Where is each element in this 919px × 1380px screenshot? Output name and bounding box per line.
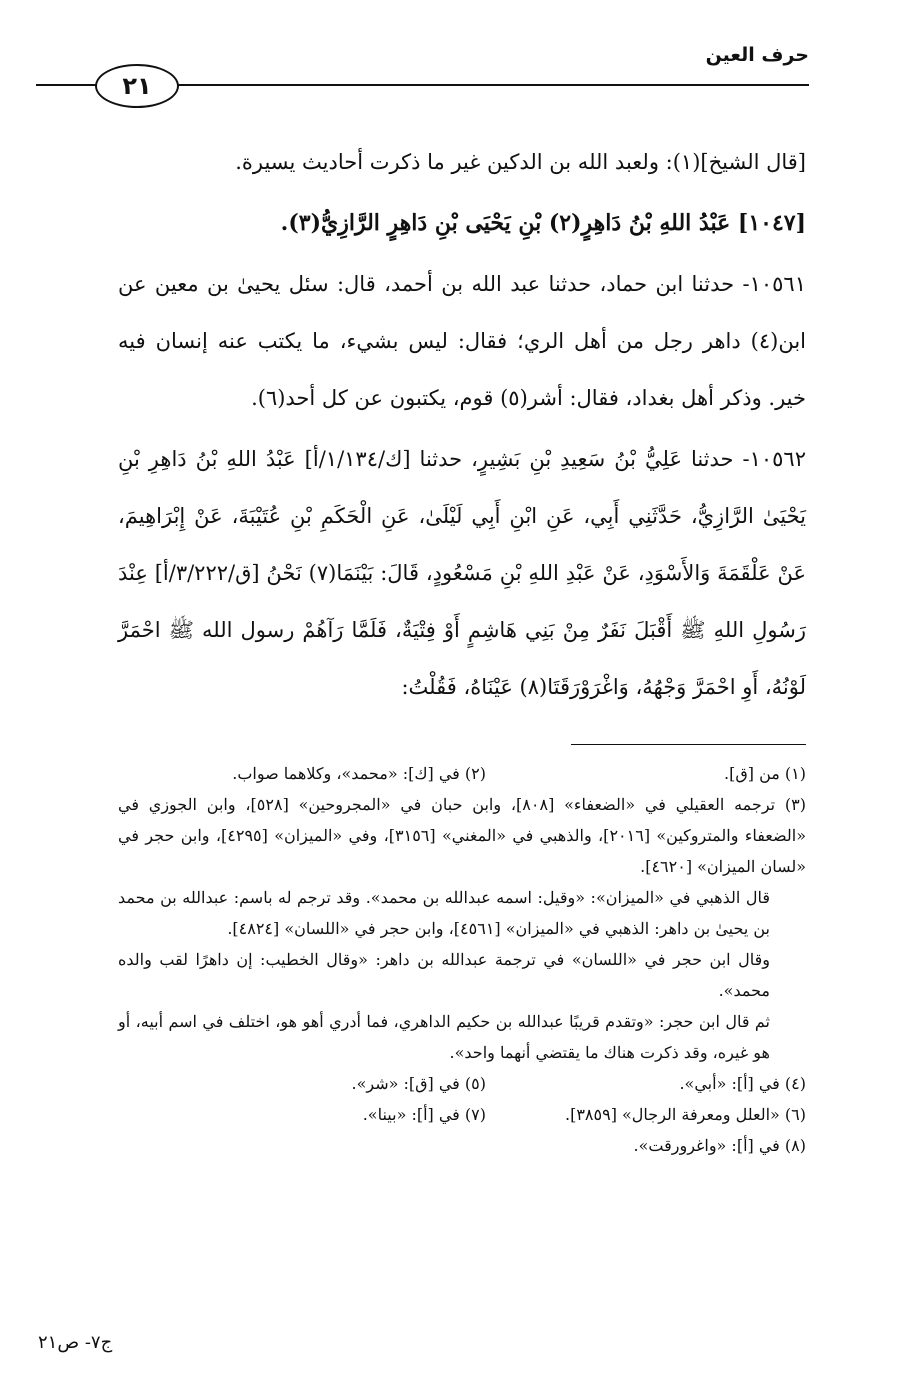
page-number: ٢١ [95,64,179,108]
footnote-1: (١) من [ق]. [724,764,806,783]
footnote-8: (٨) في [أ]: «واغرورقت». [633,1136,806,1155]
entry-title: [١٠٤٧] عَبْدُ اللهِ بْنُ دَاهِرٍ(٢) بْنِ يَحْيَى بْنِ دَاهِرٍ الرَّازِيُّ(٣). [280,210,806,236]
footnote-row [118,1099,806,1130]
main-text [118,134,806,716]
volume-page-reference: ج٧- ص٢١ [38,1332,113,1353]
footnote-row [118,1068,806,1099]
hadith-10562: ١٠٥٦٢- حدثنا عَلِيُّ بْنُ سَعِيدِ بْنِ بَشِيرٍ، حدثنا [ك/١/١٣٤/أ] عَبْدُ اللهِ بْنُ دَاهِرِ بْنِ يَحْيَىٰ الرَّازِيُّ، حَدَّثَنِي أَبِي، عَنِ ابْنِ أَبِي لَيْلَىٰ، عَنِ الْحَكَمِ بْنِ عُتَيْبَةَ، عَنْ إِبْرَاهِيمَ، عَنْ عَلْقَمَةَ وَالأَسْوَدِ، عَنْ عَبْدِ اللهِ بْنِ مَسْعُودٍ، قَالَ: بَيْنَمَا(٧) نَحْنُ [ق/٣/٢٢٢/أ] عِنْدَ رَسُولِ اللهِ ﷺ أَقْبَلَ نَفَرٌ مِنْ بَنِي هَاشِمٍ أَوْ فِتْيَةٌ، فَلَمَّا رَآهُمْ رسول الله ﷺ احْمَرَّ لَوْنُهُ، أَوِ احْمَرَّ وَجْهُهُ، وَاغْرَوْرَقَتَا(٨) عَيْنَاهُ، فَقُلْتُ: [118,447,806,699]
footnote-3-continuation: قال الذهبي في «الميزان»: «وقيل: اسمه عبدالله بن محمد». وقد ترجم له باسم: عبدالله بن محمد بن يحيىٰ بن داهر: الذهبي في «الميزان» [٤٥٦١]، وابن حجر في «اللسان» [٤٨٢٤]. [118,888,770,938]
footnote-row [118,758,806,789]
footnote-3: (٣) ترجمه العقيلي في «الضعفاء» [٨٠٨]، وابن حبان في «المجروحين» [٥٢٨]، وابن الجوزي في «الضعفاء والمتروكين» [٢٠١٦]، والذهبي في «المغني» [٣١٥٦]، وفي «الميزان» [٤٢٩٥]، وابن حجر في «لسان الميزان» [٤٦٢٠]. [118,795,807,876]
footnote-3-continuation: ثم قال ابن حجر: «وتقدم قريبًا عبدالله بن حكيم الداهري، فما أدري أهو هو، اختلف في اسم أبيه، أو هو غيره، وقد ذكرت هناك ما يقتضي أنهما واحد». [118,1012,770,1062]
footnote-4: (٤) في [أ]: «أبي». [679,1074,806,1093]
footnotes [118,758,806,1161]
footnote-3-continuation: وقال ابن حجر في «اللسان» في ترجمة عبدالله بن داهر: «وقال الخطيب: إن داهرًا لقب والده محمد». [118,950,771,1000]
footnote-6: (٦) «العلل ومعرفة الرجال» [٣٨٥٩]. [564,1105,806,1124]
sheikh-note: [قال الشيخ](١): ولعبد الله بن الدكين غير ما ذكرت أحاديث يسيرة. [235,150,806,174]
footnote-separator [571,744,806,745]
footnote-5: (٥) في [ق]: «شر». [351,1074,486,1093]
chapter-header: حرف العين [705,44,809,66]
footnote-2: (٢) في [ك]: «محمد»، وكلاهما صواب. [232,764,486,783]
footnote-7: (٧) في [أ]: «بينا». [362,1105,486,1124]
hadith-10561: ١٠٥٦١- حدثنا ابن حماد، حدثنا عبد الله بن أحمد، قال: سئل يحيىٰ بن معين عن ابن(٤) داهر رجل من أهل الري؛ فقال: ليس بشيء، ما يكتب عنه إنسان فيه خير. وذكر أهل بغداد، فقال: أشر(٥) قوم، يكتبون عن كل أحد(٦). [118,272,807,410]
